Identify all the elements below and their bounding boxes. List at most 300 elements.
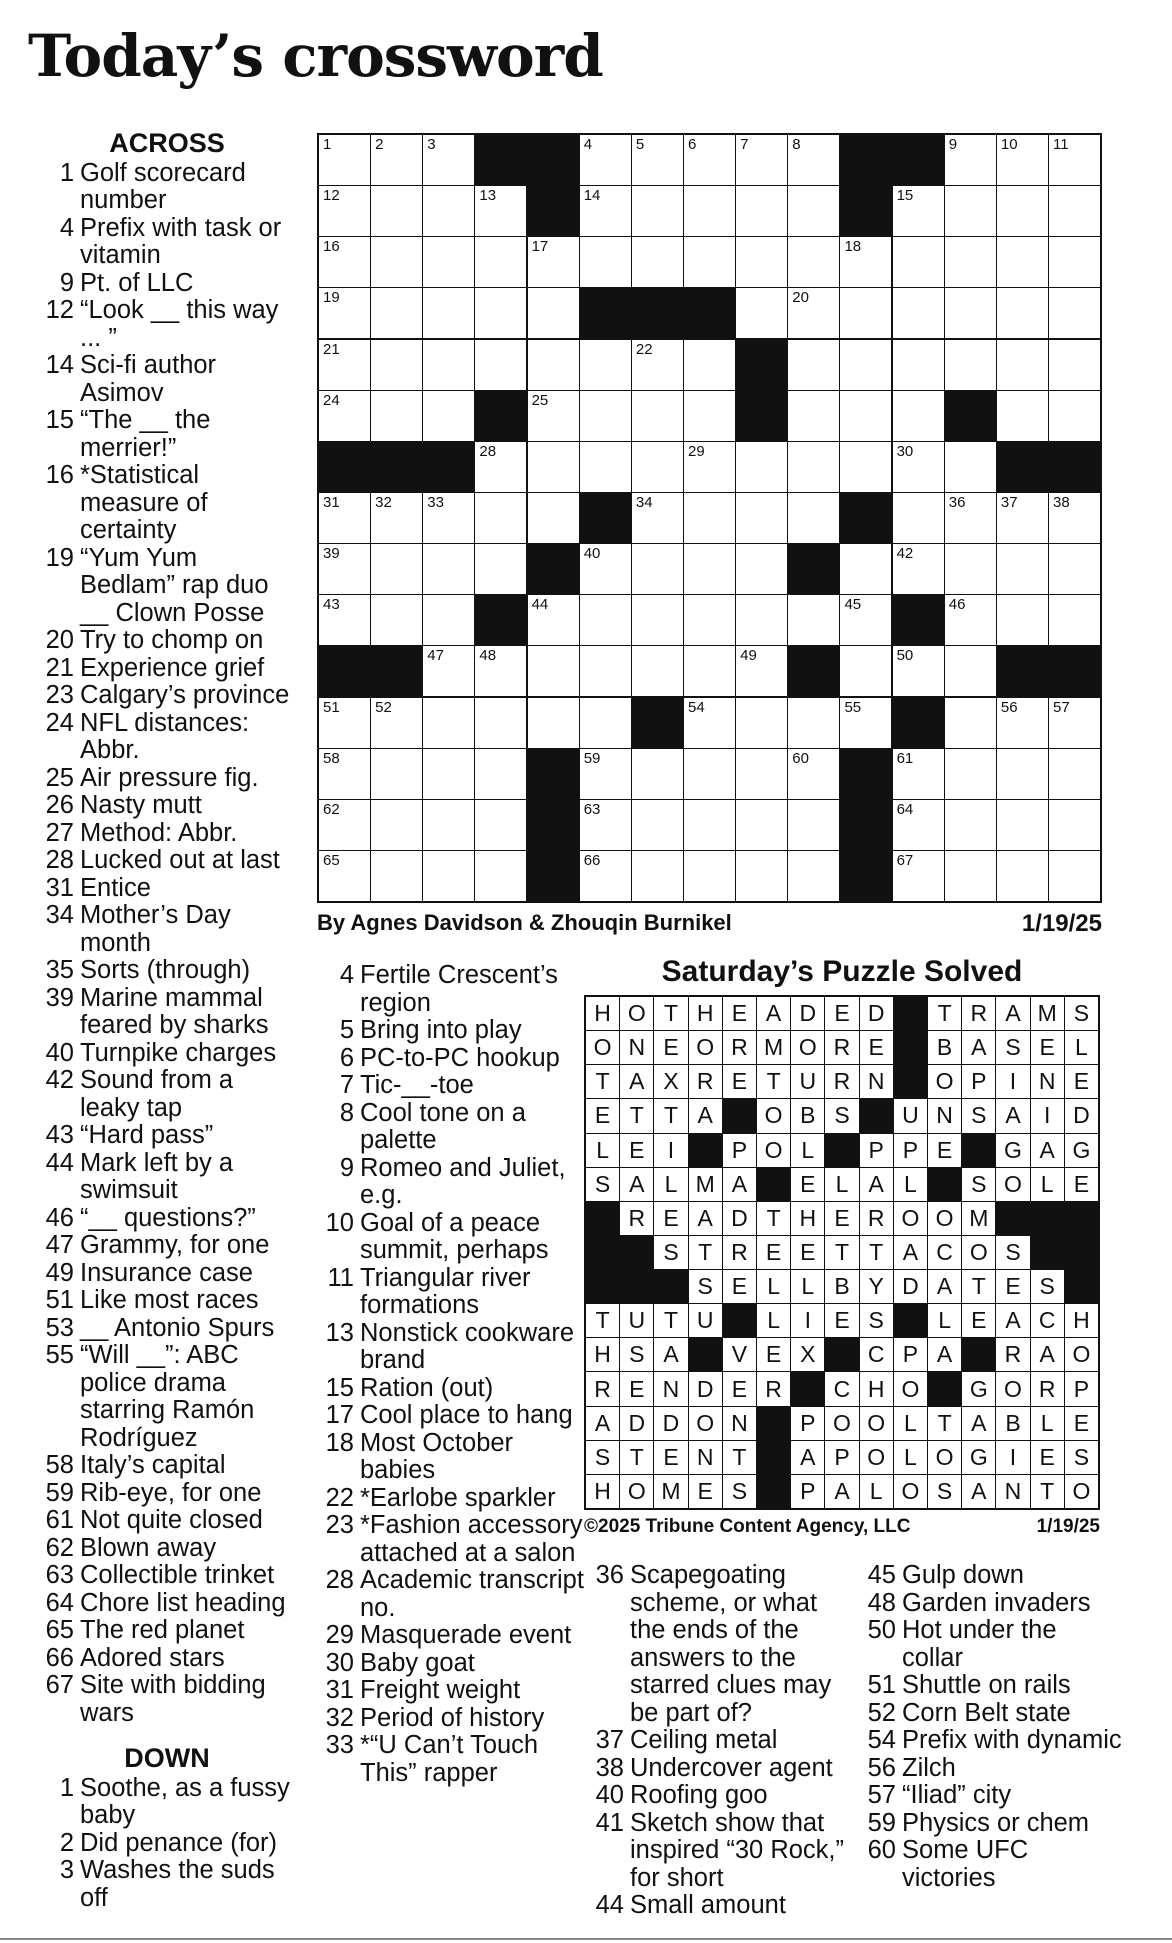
across-clue[interactable] — [36, 1040, 298, 1068]
down-clue[interactable] — [316, 1622, 588, 1650]
grid-cell[interactable] — [319, 135, 370, 185]
clue-number: 43 — [45, 1121, 74, 1149]
down-clue[interactable] — [316, 1567, 588, 1622]
grid-cell[interactable] — [788, 800, 839, 850]
grid-cell[interactable] — [736, 698, 787, 748]
grid-cell[interactable] — [945, 288, 996, 338]
grid-cell[interactable] — [580, 851, 631, 901]
grid-cell[interactable] — [632, 646, 683, 696]
grid-cell[interactable] — [684, 851, 735, 901]
grid-cell[interactable] — [475, 493, 526, 543]
grid-cell[interactable] — [893, 544, 944, 594]
grid-cell[interactable] — [893, 800, 944, 850]
across-clue[interactable] — [36, 957, 298, 985]
across-clue[interactable] — [36, 545, 298, 628]
clue-number: 67 — [45, 1671, 74, 1699]
grid-cell[interactable] — [684, 493, 735, 543]
grid-cell[interactable] — [528, 391, 579, 441]
down-clue[interactable] — [862, 1810, 1124, 1838]
copyright: ©2025 Tribune Content Agency, LLC — [584, 1516, 911, 1537]
across-clue[interactable] — [36, 765, 298, 793]
grid-cell[interactable] — [997, 340, 1048, 390]
cell-number: 61 — [896, 749, 914, 767]
down-clue[interactable] — [316, 1677, 588, 1705]
down-clue[interactable] — [590, 1562, 858, 1727]
grid-cell[interactable] — [945, 442, 996, 492]
grid-cell[interactable] — [319, 544, 370, 594]
grid-cell[interactable] — [319, 851, 370, 901]
grid-cell[interactable] — [580, 442, 631, 492]
down-clue[interactable] — [590, 1782, 858, 1810]
grid-cell[interactable] — [945, 646, 996, 696]
across-clue[interactable] — [36, 297, 298, 352]
across-clue[interactable] — [36, 792, 298, 820]
down-clue[interactable] — [316, 1045, 588, 1073]
grid-cell[interactable] — [632, 237, 683, 287]
grid-cell[interactable] — [371, 340, 422, 390]
down-clue[interactable] — [862, 1755, 1124, 1783]
grid-cell[interactable] — [632, 800, 683, 850]
grid-cell[interactable] — [1049, 800, 1100, 850]
down-clue[interactable] — [316, 1705, 588, 1733]
grid-cell[interactable] — [840, 237, 891, 287]
grid-cell[interactable] — [475, 442, 526, 492]
grid-cell[interactable] — [528, 237, 579, 287]
grid-cell[interactable] — [1049, 288, 1100, 338]
across-clue[interactable] — [36, 462, 298, 545]
crossword-grid[interactable] — [317, 133, 1102, 903]
down-clue[interactable] — [316, 1017, 588, 1045]
grid-cell[interactable] — [945, 135, 996, 185]
grid-cell[interactable] — [736, 288, 787, 338]
grid-cell[interactable] — [580, 135, 631, 185]
down-clue[interactable] — [862, 1727, 1124, 1755]
grid-cell[interactable] — [840, 698, 891, 748]
grid-cell[interactable] — [945, 493, 996, 543]
grid-cell[interactable] — [319, 237, 370, 287]
grid-cell[interactable] — [1049, 391, 1100, 441]
grid-cell[interactable] — [423, 391, 474, 441]
grid-cell[interactable] — [423, 800, 474, 850]
grid-cell[interactable] — [788, 288, 839, 338]
grid-cell[interactable] — [371, 800, 422, 850]
down-clue[interactable] — [590, 1727, 858, 1755]
grid-cell[interactable] — [528, 595, 579, 645]
down-clue[interactable] — [316, 1100, 588, 1155]
grid-cell[interactable] — [893, 340, 944, 390]
grid-cell[interactable] — [319, 288, 370, 338]
across-clue[interactable] — [36, 270, 298, 298]
grid-cell[interactable] — [632, 186, 683, 236]
grid-cell[interactable] — [788, 595, 839, 645]
across-clue[interactable] — [36, 160, 298, 215]
grid-cell[interactable] — [475, 851, 526, 901]
grid-cell[interactable] — [684, 544, 735, 594]
grid-cell[interactable] — [997, 544, 1048, 594]
grid-cell[interactable] — [736, 442, 787, 492]
grid-cell[interactable] — [1049, 340, 1100, 390]
across-clue[interactable] — [36, 710, 298, 765]
grid-cell[interactable] — [945, 544, 996, 594]
across-clue[interactable] — [36, 1287, 298, 1315]
grid-cell[interactable] — [1049, 135, 1100, 185]
grid-cell[interactable] — [684, 186, 735, 236]
across-clue[interactable] — [36, 1507, 298, 1535]
grid-cell[interactable] — [475, 698, 526, 748]
down-clue[interactable] — [316, 1265, 588, 1320]
grid-cell[interactable] — [945, 851, 996, 901]
solution-letter: E — [620, 1372, 653, 1405]
grid-cell[interactable] — [475, 237, 526, 287]
across-clue[interactable] — [36, 1617, 298, 1645]
grid-cell[interactable] — [893, 646, 944, 696]
grid-cell[interactable] — [997, 493, 1048, 543]
grid-cell[interactable] — [632, 442, 683, 492]
solution-letter: T — [689, 1236, 722, 1269]
grid-cell[interactable] — [371, 851, 422, 901]
down-clue[interactable] — [316, 1375, 588, 1403]
grid-cell[interactable] — [1049, 851, 1100, 901]
across-clue[interactable] — [36, 1260, 298, 1288]
across-clue[interactable] — [36, 1590, 298, 1618]
grid-cell[interactable] — [423, 493, 474, 543]
clue-text: Ration (out) — [360, 1373, 494, 1402]
cell-number: 6 — [688, 136, 697, 153]
down-clue[interactable] — [316, 1485, 588, 1513]
clue-number: 61 — [45, 1506, 74, 1534]
grid-cell[interactable] — [580, 237, 631, 287]
grid-cell[interactable] — [997, 237, 1048, 287]
solution-letter: S — [860, 1304, 893, 1337]
grid-cell[interactable] — [1049, 544, 1100, 594]
grid-cell[interactable] — [788, 442, 839, 492]
across-clue[interactable] — [36, 820, 298, 848]
grid-cell[interactable] — [1049, 493, 1100, 543]
grid-cell[interactable] — [893, 493, 944, 543]
grid-cell[interactable] — [945, 698, 996, 748]
grid-cell[interactable] — [684, 749, 735, 799]
grid-cell[interactable] — [997, 851, 1048, 901]
grid-cell[interactable] — [580, 749, 631, 799]
grid-cell[interactable] — [475, 186, 526, 236]
grid-cell[interactable] — [475, 749, 526, 799]
across-clue[interactable] — [36, 682, 298, 710]
grid-cell[interactable] — [371, 544, 422, 594]
grid-cell[interactable] — [632, 391, 683, 441]
grid-cell[interactable] — [684, 237, 735, 287]
solution-block — [586, 1236, 619, 1269]
grid-cell[interactable] — [997, 391, 1048, 441]
grid-block — [632, 698, 683, 748]
grid-cell[interactable] — [319, 340, 370, 390]
clue-number: 64 — [45, 1588, 74, 1617]
grid-cell[interactable] — [371, 288, 422, 338]
down-clue[interactable] — [316, 962, 588, 1017]
grid-cell[interactable] — [580, 544, 631, 594]
solution-letter: N — [723, 1407, 756, 1440]
clue-text: Golf scorecard number — [80, 158, 246, 214]
grid-cell[interactable] — [736, 749, 787, 799]
grid-cell[interactable] — [423, 595, 474, 645]
across-clue[interactable] — [36, 1315, 298, 1343]
grid-cell[interactable] — [893, 288, 944, 338]
solution-block — [928, 1168, 961, 1201]
grid-cell[interactable] — [580, 340, 631, 390]
grid-cell[interactable] — [1049, 698, 1100, 748]
grid-cell[interactable] — [736, 186, 787, 236]
across-clue[interactable] — [36, 1672, 298, 1727]
down-clue[interactable] — [316, 1430, 588, 1485]
grid-cell[interactable] — [423, 237, 474, 287]
grid-cell[interactable] — [475, 544, 526, 594]
grid-cell[interactable] — [684, 800, 735, 850]
grid-cell[interactable] — [788, 237, 839, 287]
grid-cell[interactable] — [893, 442, 944, 492]
across-clue[interactable] — [36, 352, 298, 407]
grid-cell[interactable] — [788, 135, 839, 185]
across-clue[interactable] — [36, 1232, 298, 1260]
grid-cell[interactable] — [893, 186, 944, 236]
grid-cell[interactable] — [684, 442, 735, 492]
grid-cell[interactable] — [840, 340, 891, 390]
grid-cell[interactable] — [788, 749, 839, 799]
across-clue[interactable] — [36, 1122, 298, 1150]
grid-cell[interactable] — [684, 340, 735, 390]
down-clue[interactable] — [316, 1512, 588, 1567]
grid-cell[interactable] — [319, 800, 370, 850]
grid-cell[interactable] — [371, 595, 422, 645]
across-clue[interactable] — [36, 1205, 298, 1233]
grid-cell[interactable] — [997, 749, 1048, 799]
grid-cell[interactable] — [319, 595, 370, 645]
across-clue[interactable] — [36, 1067, 298, 1122]
grid-cell[interactable] — [840, 288, 891, 338]
grid-cell[interactable] — [632, 851, 683, 901]
grid-cell[interactable] — [788, 340, 839, 390]
grid-cell[interactable] — [893, 391, 944, 441]
down-clue[interactable] — [862, 1700, 1124, 1728]
grid-cell[interactable] — [319, 749, 370, 799]
grid-cell[interactable] — [371, 237, 422, 287]
grid-cell[interactable] — [580, 800, 631, 850]
grid-cell[interactable] — [528, 698, 579, 748]
grid-cell[interactable] — [840, 595, 891, 645]
grid-cell[interactable] — [840, 442, 891, 492]
grid-cell[interactable] — [997, 595, 1048, 645]
grid-cell[interactable] — [475, 340, 526, 390]
grid-cell[interactable] — [997, 698, 1048, 748]
grid-cell[interactable] — [788, 186, 839, 236]
grid-cell[interactable] — [371, 186, 422, 236]
grid-cell[interactable] — [371, 135, 422, 185]
across-clue[interactable] — [36, 875, 298, 903]
clue-number: 63 — [45, 1561, 74, 1589]
across-clue[interactable] — [36, 1452, 298, 1480]
grid-cell[interactable] — [684, 646, 735, 696]
clue-text: __ Antonio Spurs — [80, 1313, 275, 1342]
down-clue[interactable] — [862, 1837, 1124, 1892]
grid-cell[interactable] — [945, 186, 996, 236]
across-clue[interactable] — [36, 407, 298, 462]
down-clue[interactable] — [36, 1775, 298, 1830]
grid-cell[interactable] — [475, 646, 526, 696]
grid-cell[interactable] — [736, 544, 787, 594]
down-clue[interactable] — [862, 1617, 1124, 1672]
grid-cell[interactable] — [945, 800, 996, 850]
down-clue[interactable] — [590, 1755, 858, 1783]
grid-cell[interactable] — [319, 391, 370, 441]
grid-cell[interactable] — [684, 595, 735, 645]
solution-block — [825, 1134, 858, 1167]
down-clue[interactable] — [36, 1857, 298, 1912]
grid-cell[interactable] — [736, 800, 787, 850]
grid-cell[interactable] — [528, 646, 579, 696]
grid-cell[interactable] — [423, 646, 474, 696]
grid-cell[interactable] — [423, 186, 474, 236]
grid-cell[interactable] — [319, 698, 370, 748]
down-clue[interactable] — [590, 1810, 858, 1893]
grid-cell[interactable] — [580, 391, 631, 441]
grid-cell[interactable] — [632, 749, 683, 799]
down-clue[interactable] — [36, 1830, 298, 1858]
grid-cell[interactable] — [736, 595, 787, 645]
grid-cell[interactable] — [528, 340, 579, 390]
grid-cell[interactable] — [736, 135, 787, 185]
grid-cell[interactable] — [945, 595, 996, 645]
cell-number: 50 — [896, 647, 914, 665]
grid-cell[interactable] — [475, 800, 526, 850]
across-clue[interactable] — [36, 655, 298, 683]
clue-text: Goal of a peace summit, perhaps — [360, 1208, 549, 1264]
grid-block — [684, 288, 735, 338]
grid-cell[interactable] — [997, 800, 1048, 850]
down-clue[interactable] — [316, 1650, 588, 1678]
down-clue[interactable] — [862, 1590, 1124, 1618]
grid-cell[interactable] — [580, 595, 631, 645]
grid-cell[interactable] — [893, 237, 944, 287]
grid-block — [736, 340, 787, 390]
grid-cell[interactable] — [371, 749, 422, 799]
solution-letter: S — [586, 1441, 619, 1474]
clue-number: 28 — [325, 1566, 354, 1594]
grid-cell[interactable] — [1049, 237, 1100, 287]
grid-cell[interactable] — [580, 698, 631, 748]
grid-cell[interactable] — [423, 288, 474, 338]
grid-cell[interactable] — [1049, 186, 1100, 236]
cell-number: 33 — [427, 494, 444, 512]
grid-cell[interactable] — [371, 391, 422, 441]
cell-number: 66 — [583, 852, 601, 870]
across-clue[interactable] — [36, 1150, 298, 1205]
grid-cell[interactable] — [580, 646, 631, 696]
grid-cell[interactable] — [423, 544, 474, 594]
grid-cell[interactable] — [736, 646, 787, 696]
down-clue[interactable] — [862, 1672, 1124, 1700]
down-clue[interactable] — [316, 1155, 588, 1210]
grid-cell[interactable] — [319, 186, 370, 236]
grid-cell[interactable] — [997, 288, 1048, 338]
grid-cell[interactable] — [632, 340, 683, 390]
grid-cell[interactable] — [684, 698, 735, 748]
grid-cell[interactable] — [632, 493, 683, 543]
solution-letter: A — [996, 997, 1029, 1030]
grid-cell[interactable] — [893, 749, 944, 799]
grid-cell[interactable] — [893, 851, 944, 901]
down-clue[interactable] — [590, 1892, 858, 1920]
across-clue[interactable] — [36, 1562, 298, 1590]
across-clue[interactable] — [36, 985, 298, 1040]
across-clue[interactable] — [36, 1645, 298, 1673]
grid-cell[interactable] — [840, 391, 891, 441]
clue-text: Sound from a leaky tap — [80, 1066, 234, 1122]
grid-cell[interactable] — [788, 493, 839, 543]
grid-cell[interactable] — [371, 493, 422, 543]
grid-cell[interactable] — [840, 646, 891, 696]
grid-cell[interactable] — [423, 851, 474, 901]
solution-letter: O — [620, 1475, 653, 1508]
down-clue[interactable] — [316, 1210, 588, 1265]
grid-cell[interactable] — [528, 493, 579, 543]
grid-cell[interactable] — [736, 851, 787, 901]
grid-cell[interactable] — [684, 135, 735, 185]
across-clue[interactable] — [36, 902, 298, 957]
grid-cell[interactable] — [736, 493, 787, 543]
grid-cell[interactable] — [736, 237, 787, 287]
clue-number: 24 — [45, 708, 74, 737]
across-clue[interactable] — [36, 847, 298, 875]
grid-cell[interactable] — [423, 135, 474, 185]
grid-cell[interactable] — [788, 851, 839, 901]
grid-cell[interactable] — [997, 186, 1048, 236]
across-clue[interactable] — [36, 1342, 298, 1452]
across-clue[interactable] — [36, 1480, 298, 1508]
grid-cell[interactable] — [632, 135, 683, 185]
clue-number: 37 — [595, 1726, 624, 1754]
across-clue[interactable] — [36, 215, 298, 270]
grid-cell[interactable] — [632, 544, 683, 594]
grid-cell[interactable] — [684, 391, 735, 441]
down-clue[interactable] — [862, 1562, 1124, 1590]
down-clue[interactable] — [316, 1072, 588, 1100]
grid-cell[interactable] — [788, 391, 839, 441]
across-clue[interactable] — [36, 1535, 298, 1563]
down-clue[interactable] — [316, 1402, 588, 1430]
grid-cell[interactable] — [423, 698, 474, 748]
across-clue[interactable] — [36, 627, 298, 655]
grid-cell[interactable] — [423, 749, 474, 799]
grid-cell[interactable] — [371, 698, 422, 748]
down-clue[interactable] — [316, 1320, 588, 1375]
grid-cell[interactable] — [840, 544, 891, 594]
grid-cell[interactable] — [1049, 595, 1100, 645]
grid-cell[interactable] — [945, 340, 996, 390]
grid-cell[interactable] — [528, 442, 579, 492]
grid-cell[interactable] — [528, 288, 579, 338]
grid-cell[interactable] — [632, 595, 683, 645]
down-clue[interactable] — [862, 1782, 1124, 1810]
grid-cell[interactable] — [945, 749, 996, 799]
grid-cell[interactable] — [423, 340, 474, 390]
grid-cell[interactable] — [1049, 749, 1100, 799]
grid-cell[interactable] — [945, 237, 996, 287]
grid-cell[interactable] — [997, 135, 1048, 185]
solution-letter: R — [825, 1031, 858, 1064]
grid-cell[interactable] — [475, 288, 526, 338]
down-clue[interactable] — [316, 1732, 588, 1787]
grid-cell[interactable] — [580, 186, 631, 236]
grid-cell[interactable] — [319, 493, 370, 543]
grid-cell[interactable] — [788, 698, 839, 748]
